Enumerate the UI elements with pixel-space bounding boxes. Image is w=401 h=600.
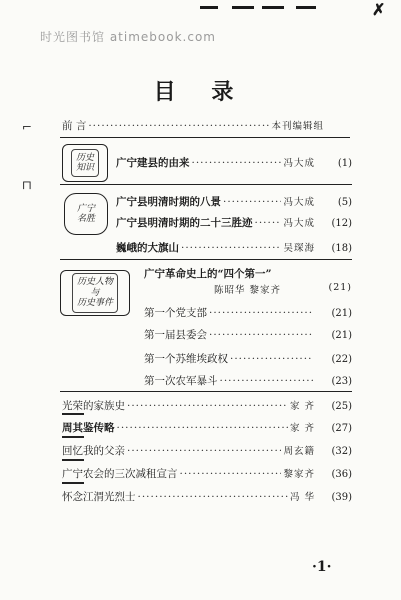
badge-line: 知识 — [75, 163, 94, 173]
page-title: 目 录 — [153, 79, 248, 105]
toc-author: 陈昭华 黎家齐 — [214, 285, 282, 296]
toc-title: 广宁革命史上的“四个第一” — [144, 268, 272, 280]
toc-title: 广宁县明清时期的八景 — [116, 196, 221, 208]
toc-row — [62, 443, 352, 458]
leader-dots — [220, 375, 314, 387]
toc-title: 周其鉴传略 — [62, 422, 115, 434]
badge-line: 广宁 — [76, 203, 95, 214]
short-rule — [62, 413, 84, 415]
leader-dots — [88, 120, 269, 132]
badge-line: 与 — [90, 287, 100, 298]
toc-title: 怀念江渭光烈士 — [62, 491, 136, 503]
toc-row — [144, 351, 352, 366]
toc-row — [144, 373, 352, 388]
leader-dots — [255, 217, 282, 229]
toc-title: 光荣的家族史 — [62, 400, 125, 412]
toc-author: 家 齐 — [289, 401, 315, 412]
page-number: ·1· — [312, 559, 332, 575]
leader-dots — [127, 400, 288, 412]
badge-line: 历史人物 — [76, 277, 113, 288]
badge-line: 历史 — [75, 152, 94, 163]
toc-page: (21) — [331, 308, 352, 319]
leader-dots — [138, 491, 288, 503]
leader-dots — [223, 196, 281, 208]
leader-dots — [180, 468, 282, 480]
toc-row — [62, 398, 352, 413]
leader-dots — [192, 157, 282, 169]
badge-history-knowledge — [62, 144, 108, 182]
toc-title: 第一个党支部 — [144, 307, 207, 319]
toc-title: 前 言 — [62, 120, 87, 132]
toc-title: 第一次农军暴斗 — [144, 375, 218, 387]
toc-row — [116, 194, 352, 209]
toc-page: (27) — [331, 423, 352, 434]
top-rule-mark — [296, 6, 316, 9]
short-rule — [62, 482, 84, 484]
toc-author: 本刊编辑组 — [271, 121, 324, 132]
toc-author: 冯大成 — [283, 158, 315, 169]
badge-line: 名胜 — [76, 214, 95, 224]
toc-page: (36) — [331, 469, 352, 480]
leader-dots — [127, 445, 281, 457]
toc-page: (39) — [331, 492, 352, 503]
toc-page: (22) — [331, 354, 352, 365]
toc-row — [62, 420, 352, 435]
toc-page: (25) — [331, 401, 352, 412]
toc-row — [116, 240, 352, 255]
toc-page: (32) — [331, 446, 352, 457]
toc-title: 广宁建县的由来 — [116, 157, 190, 169]
corner-mark: ✗ — [372, 0, 386, 19]
toc-author: 冯 华 — [289, 492, 315, 503]
top-rule-mark — [200, 6, 218, 9]
toc-row — [144, 327, 352, 342]
toc-title: 广宁农会的三次减租宣言 — [62, 468, 178, 480]
toc-page: (1) — [337, 158, 352, 169]
leader-dots — [230, 353, 313, 365]
toc-row — [62, 489, 352, 504]
toc-row — [116, 215, 352, 230]
toc-title: 广宁县明清时期的二十三胜迹 — [116, 217, 253, 229]
toc-page: (5) — [337, 197, 352, 208]
toc-author: 周玄籍 — [283, 446, 315, 457]
toc-page: (21) — [331, 330, 352, 341]
toc-title: 回忆我的父亲 — [62, 445, 125, 457]
toc-author: 家 齐 — [289, 423, 315, 434]
toc-title: 第一届县委会 — [144, 329, 207, 341]
toc-author: 黎家齐 — [283, 469, 315, 480]
toc-title: 巍峨的大旗山 — [116, 242, 179, 254]
section-divider — [60, 137, 350, 138]
toc-author: 吴琛海 — [283, 243, 315, 254]
margin-mark: ⊓ — [22, 178, 33, 192]
section-divider — [60, 259, 352, 260]
leader-dots — [209, 307, 313, 319]
top-rule-mark — [262, 6, 284, 9]
section-divider — [60, 391, 352, 392]
toc-page: (12) — [331, 218, 352, 229]
short-rule — [62, 436, 84, 438]
toc-row — [144, 305, 352, 320]
toc-page: (18) — [331, 243, 352, 254]
top-rule-mark — [232, 6, 254, 9]
leader-dots — [117, 422, 288, 434]
badge-guangning-sites — [64, 193, 108, 235]
section-divider — [60, 184, 352, 185]
toc-author: 冯大成 — [283, 197, 315, 208]
toc-row — [116, 155, 352, 170]
toc-author: 冯大成 — [283, 218, 315, 229]
margin-mark: ⌐ — [22, 120, 33, 134]
badge-people-events — [60, 270, 130, 316]
leader-dots — [209, 329, 313, 341]
toc-title: 第一个苏维埃政权 — [144, 353, 228, 365]
leader-dots — [181, 242, 281, 254]
toc-row-preface — [62, 118, 324, 133]
toc-row-firsts-heading — [144, 266, 304, 281]
toc-row — [62, 466, 352, 481]
watermark: 时光图书馆 atimebook.com — [40, 30, 216, 44]
toc-page: (21) — [328, 282, 352, 293]
badge-line: 历史事件 — [76, 298, 113, 309]
short-rule — [62, 459, 84, 461]
toc-page: (23) — [331, 376, 352, 387]
